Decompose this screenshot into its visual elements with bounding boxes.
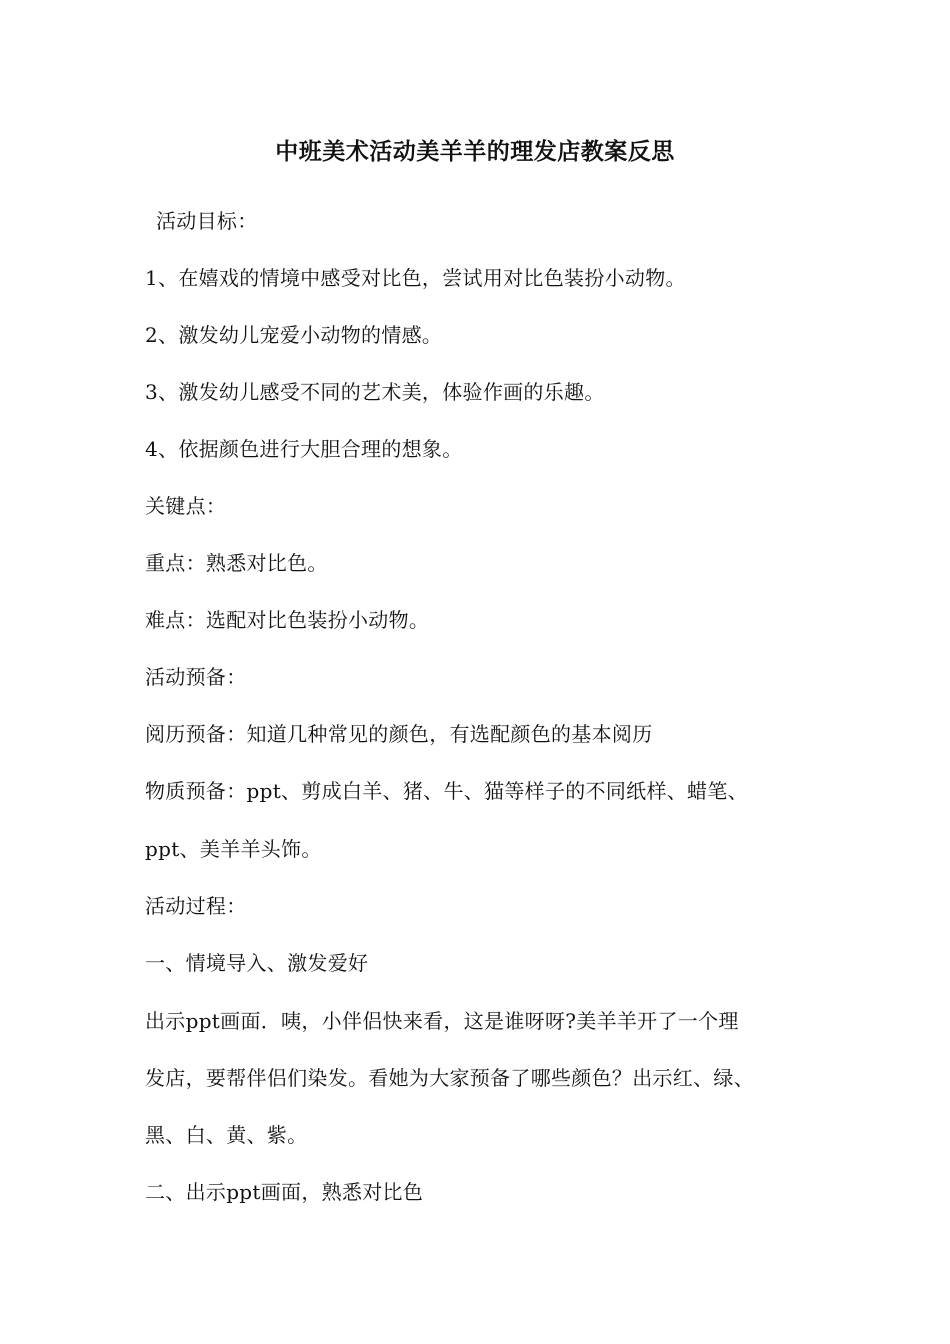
document-title: 中班美术活动美羊羊的理发店教案反思 [275, 139, 675, 165]
goal-item: 4、依据颜色进行大胆合理的想象。 [145, 437, 463, 461]
section-heading-process: 活动过程： [145, 894, 247, 918]
preparation-item: 阅历预备：知道几种常见的颜色，有选配颜色的基本阅历 [145, 722, 653, 746]
goal-item: 2、激发幼儿宠爱小动物的情感。 [145, 323, 443, 347]
process-step-heading: 一、情境导入、激发爱好 [145, 951, 369, 975]
key-point-item: 难点：选配对比色装扮小动物。 [145, 608, 430, 632]
goal-item: 3、激发幼儿感受不同的艺术美，体验作画的乐趣。 [145, 380, 605, 404]
goal-item: 1、在嬉戏的情境中感受对比色，尝试用对比色装扮小动物。 [145, 266, 686, 290]
preparation-item: 物质预备：ppt、剪成白羊、猪、牛、猫等样子的不同纸样、蜡笔、 [145, 779, 748, 803]
preparation-item-continued: ppt、美羊羊头饰。 [145, 837, 322, 861]
section-heading-key-points: 关键点： [145, 494, 227, 518]
body-paragraph-line: 出示ppt画面．咦，小伴侣快来看，这是谁呀呀?美羊羊开了一个理 [145, 1009, 739, 1033]
key-point-item: 重点：熟悉对比色。 [145, 551, 328, 575]
body-paragraph-line: 黑、白、黄、紫。 [145, 1123, 308, 1147]
section-heading-preparation: 活动预备： [145, 665, 247, 689]
body-paragraph-line: 发店，要帮伴侣们染发。看她为大家预备了哪些颜色？出示红、绿、 [145, 1066, 754, 1090]
process-step-heading: 二、出示ppt画面，熟悉对比色 [145, 1180, 424, 1204]
section-heading-goals: 活动目标： [156, 209, 258, 233]
